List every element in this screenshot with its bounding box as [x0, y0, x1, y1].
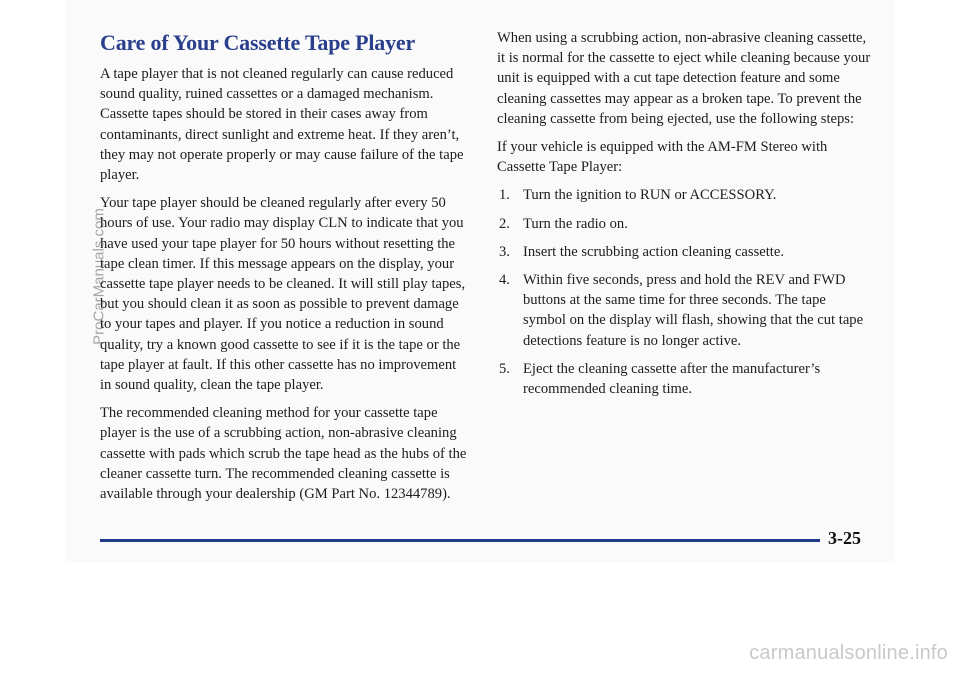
eject-note-paragraph: When using a scrubbing action, non-abrasive cleaning cassette, it is normal for the cassette to eject while cleaning because your unit is equipped with a cut tape detection feature and some cleaning cassettes may appear as a broken tape. To prevent the cleaning cassette from being ejected, use the following steps:	[497, 30, 871, 127]
step-number: 1.	[499, 187, 510, 204]
intro-paragraph: A tape player that is not cleaned regularly can cause reduced sound quality, ruined cassettes or a damaged mechanism. Cassette tapes should be stored in their cases away from contaminants, direct sunlight and extreme heat. If they aren’t, they may not operate properly or may cause failure of the tape player.	[100, 66, 464, 184]
list-item	[497, 359, 872, 399]
step-number: 5.	[499, 360, 510, 377]
left-column	[100, 30, 470, 512]
cleaning-interval-paragraph: Your tape player should be cleaned regularly after every 50 hours of use. Your radio may display CLN to indicate that you have used your tape player for 50 hours without resetting the tape clean timer. If this message appears on the display, your cassette tape player needs to be cleaned. It will still play tapes, but you should clean it as soon as possible to prevent damage to your tapes and player. If you notice a reduction in sound quality, try a known good cassette to see if it is the tape or the tape player at fault. If this other cassette has no improvement in sound quality, clean the tape player.	[100, 195, 466, 394]
right-column	[497, 28, 872, 407]
vertical-watermark-text: ProCarManuals.com	[90, 208, 108, 345]
step-text: Turn the radio on.	[523, 215, 628, 232]
list-item	[497, 185, 872, 205]
cleaning-method-paragraph: The recommended cleaning method for your cassette tape player is the use of a scrubbing action, non-abrasive cleaning cassette with pads which scrub the tape head as the hubs of the cleaner cassette turn. The recommended cleaning cassette is available through your dealership (GM Part No. 12344789).	[100, 405, 467, 503]
step-text: Insert the scrubbing action cleaning cassette.	[523, 243, 784, 260]
step-text: Turn the ignition to RUN or ACCESSORY.	[523, 187, 777, 204]
equipment-condition-paragraph: If your vehicle is equipped with the AM-FM Stereo with Cassette Tape Player:	[497, 139, 828, 176]
page-number: 3-25	[828, 528, 861, 548]
step-number: 2.	[499, 215, 510, 232]
list-item	[497, 242, 872, 262]
step-text: Eject the cleaning cassette after the manufacturer’s recommended cleaning time.	[523, 360, 821, 398]
step-number: 3.	[499, 243, 510, 260]
cleaning-steps-list	[497, 185, 872, 399]
list-item	[497, 270, 872, 351]
site-watermark: carmanualsonline.info	[749, 642, 948, 664]
list-item	[497, 214, 872, 234]
footer-divider	[100, 539, 820, 542]
step-text: Within five seconds, press and hold the REV and FWD buttons at the same time for three seconds. The tape symbol on the display will flash, showing that the cut tape detections feature is no longer active.	[523, 272, 864, 349]
section-heading: Care of Your Cassette Tape Player	[100, 30, 416, 55]
step-number: 4.	[499, 272, 510, 289]
